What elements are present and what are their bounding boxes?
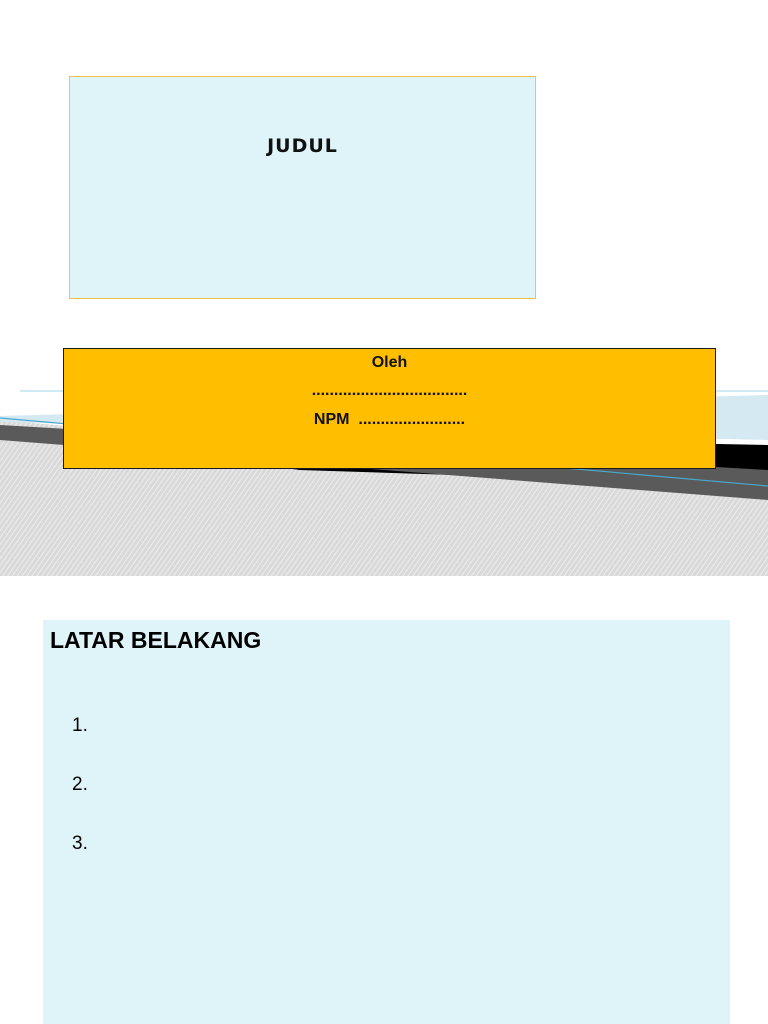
author-label: Oleh [371,354,408,371]
list-item: 3. [72,833,88,854]
npm-label: NPM [313,411,350,428]
list-item: 2. [72,774,88,795]
numbered-list [72,715,88,892]
npm-line [64,411,715,429]
slide-title: JUDUL [267,135,338,157]
npm-value: ........................ [358,411,466,428]
title-box [69,76,536,299]
section-heading: LATAR BELAKANG [50,627,262,653]
author-name: ................................... [311,382,468,399]
list-item: 1. [72,715,88,736]
latar-belakang-box [43,620,730,1024]
author-box [63,348,716,469]
